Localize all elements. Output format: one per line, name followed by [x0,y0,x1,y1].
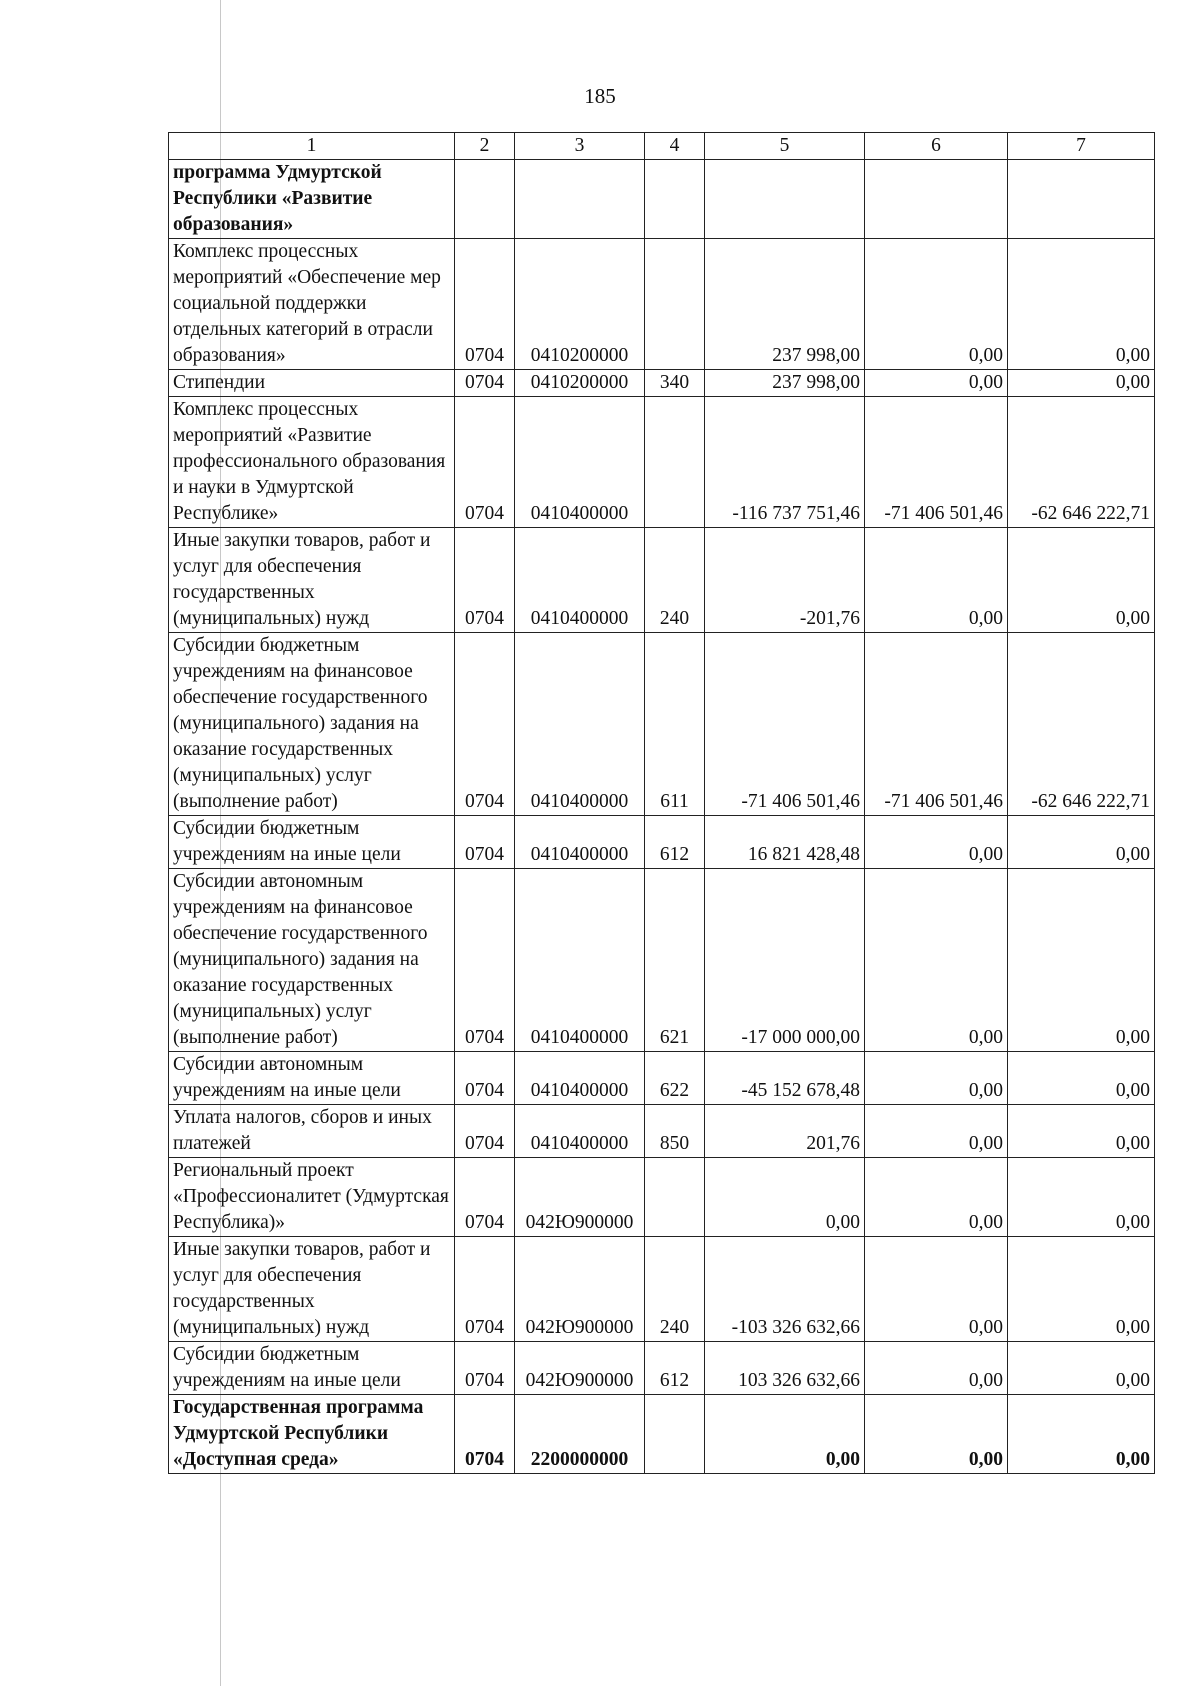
row-name: Государственная программа Удмуртской Республики «Доступная среда» [169,1395,455,1474]
section-code: 0704 [455,1237,515,1342]
row-name: программа Удмуртской Республики «Развитие образования» [169,160,455,239]
amount-col7: 0,00 [1008,1395,1155,1474]
amount-col6: 0,00 [865,1052,1008,1105]
expense-type-code [645,397,705,528]
row-name: Иные закупки товаров, работ и услуг для обеспечения государственных (муниципальных) нужд [169,528,455,633]
table-row [169,1342,1155,1395]
amount-col5: 201,76 [705,1105,865,1158]
amount-col6: 0,00 [865,528,1008,633]
amount-col6: 0,00 [865,869,1008,1052]
target-code: 0410400000 [515,397,645,528]
amount-col7: 0,00 [1008,1052,1155,1105]
table-row [169,1395,1155,1474]
amount-col6 [865,160,1008,239]
table-row [169,633,1155,816]
target-code: 0410200000 [515,239,645,370]
section-code: 0704 [455,816,515,869]
amount-col5: -17 000 000,00 [705,869,865,1052]
amount-col7: 0,00 [1008,528,1155,633]
amount-col5: 103 326 632,66 [705,1342,865,1395]
amount-col6: 0,00 [865,816,1008,869]
table-row [169,1105,1155,1158]
target-code: 042Ю900000 [515,1237,645,1342]
amount-col7: 0,00 [1008,1237,1155,1342]
section-code: 0704 [455,869,515,1052]
row-name: Стипендии [169,370,455,397]
amount-col7: 0,00 [1008,816,1155,869]
row-name: Субсидии автономным учреждениям на финансовое обеспечение государственного (муниципального) задания на оказание государственных (муниципальных) услуг (выполнение работ) [169,869,455,1052]
amount-col5: -71 406 501,46 [705,633,865,816]
table-row [169,869,1155,1052]
expense-type-code [645,1158,705,1237]
amount-col6: 0,00 [865,1158,1008,1237]
row-name: Субсидии автономным учреждениям на иные цели [169,1052,455,1105]
amount-col6: -71 406 501,46 [865,397,1008,528]
amount-col6: -71 406 501,46 [865,633,1008,816]
row-name: Комплекс процессных мероприятий «Развитие профессионального образования и науки в Удмуртской Республике» [169,397,455,528]
section-code: 0704 [455,1158,515,1237]
target-code: 0410400000 [515,1052,645,1105]
row-name: Региональный проект «Профессионалитет (Удмуртская Республика)» [169,1158,455,1237]
table-row [169,370,1155,397]
expense-type-code: 622 [645,1052,705,1105]
target-code: 042Ю900000 [515,1342,645,1395]
page-number: 185 [584,84,616,108]
header-cell: 7 [1008,133,1155,160]
amount-col6: 0,00 [865,1342,1008,1395]
amount-col5: 0,00 [705,1158,865,1237]
section-code: 0704 [455,528,515,633]
header-cell: 5 [705,133,865,160]
row-name: Уплата налогов, сборов и иных платежей [169,1105,455,1158]
amount-col5: 237 998,00 [705,370,865,397]
expense-type-code: 612 [645,1342,705,1395]
amount-col6: 0,00 [865,370,1008,397]
expense-type-code [645,1395,705,1474]
amount-col5: -103 326 632,66 [705,1237,865,1342]
header-cell: 2 [455,133,515,160]
amount-col5: -201,76 [705,528,865,633]
row-name: Субсидии бюджетным учреждениям на иные цели [169,1342,455,1395]
amount-col7: 0,00 [1008,1158,1155,1237]
section-code: 0704 [455,1052,515,1105]
header-cell: 1 [169,133,455,160]
target-code: 0410200000 [515,370,645,397]
expense-type-code [645,160,705,239]
amount-col7: 0,00 [1008,1342,1155,1395]
table-row [169,528,1155,633]
section-code: 0704 [455,397,515,528]
target-code: 0410400000 [515,528,645,633]
section-code: 0704 [455,239,515,370]
expense-type-code: 621 [645,869,705,1052]
amount-col7: 0,00 [1008,370,1155,397]
row-name: Иные закупки товаров, работ и услуг для обеспечения государственных (муниципальных) нужд [169,1237,455,1342]
row-name: Комплекс процессных мероприятий «Обеспечение мер социальной поддержки отдельных категорий в отрасли образования» [169,239,455,370]
expense-type-code: 612 [645,816,705,869]
amount-col5: -116 737 751,46 [705,397,865,528]
table-row [169,1052,1155,1105]
amount-col6: 0,00 [865,1237,1008,1342]
amount-col6: 0,00 [865,1105,1008,1158]
amount-col7: -62 646 222,71 [1008,397,1155,528]
section-code: 0704 [455,1342,515,1395]
table-row [169,1158,1155,1237]
row-name: Субсидии бюджетным учреждениям на иные цели [169,816,455,869]
expense-type-code: 340 [645,370,705,397]
amount-col7: 0,00 [1008,869,1155,1052]
table-row [169,1237,1155,1342]
section-code: 0704 [455,370,515,397]
expense-type-code: 611 [645,633,705,816]
amount-col5: 16 821 428,48 [705,816,865,869]
amount-col6: 0,00 [865,239,1008,370]
target-code: 042Ю900000 [515,1158,645,1237]
amount-col5: 0,00 [705,1395,865,1474]
target-code: 2200000000 [515,1395,645,1474]
table-row [169,816,1155,869]
row-name: Субсидии бюджетным учреждениям на финансовое обеспечение государственного (муниципального) задания на оказание государственных (муниципальных) услуг (выполнение работ) [169,633,455,816]
header-cell: 3 [515,133,645,160]
amount-col7: 0,00 [1008,1105,1155,1158]
table-header-row [169,133,1155,160]
section-code: 0704 [455,633,515,816]
target-code [515,160,645,239]
amount-col5: 237 998,00 [705,239,865,370]
table-row [169,397,1155,528]
amount-col5 [705,160,865,239]
section-code: 0704 [455,1395,515,1474]
amount-col7: 0,00 [1008,239,1155,370]
target-code: 0410400000 [515,633,645,816]
budget-table [168,132,1155,1474]
amount-col6: 0,00 [865,1395,1008,1474]
target-code: 0410400000 [515,1105,645,1158]
amount-col5: -45 152 678,48 [705,1052,865,1105]
expense-type-code [645,239,705,370]
amount-col7 [1008,160,1155,239]
expense-type-code: 850 [645,1105,705,1158]
amount-col7: -62 646 222,71 [1008,633,1155,816]
table-row [169,160,1155,239]
section-code: 0704 [455,1105,515,1158]
target-code: 0410400000 [515,816,645,869]
expense-type-code: 240 [645,528,705,633]
header-cell: 4 [645,133,705,160]
section-code [455,160,515,239]
table-row [169,239,1155,370]
expense-type-code: 240 [645,1237,705,1342]
target-code: 0410400000 [515,869,645,1052]
header-cell: 6 [865,133,1008,160]
